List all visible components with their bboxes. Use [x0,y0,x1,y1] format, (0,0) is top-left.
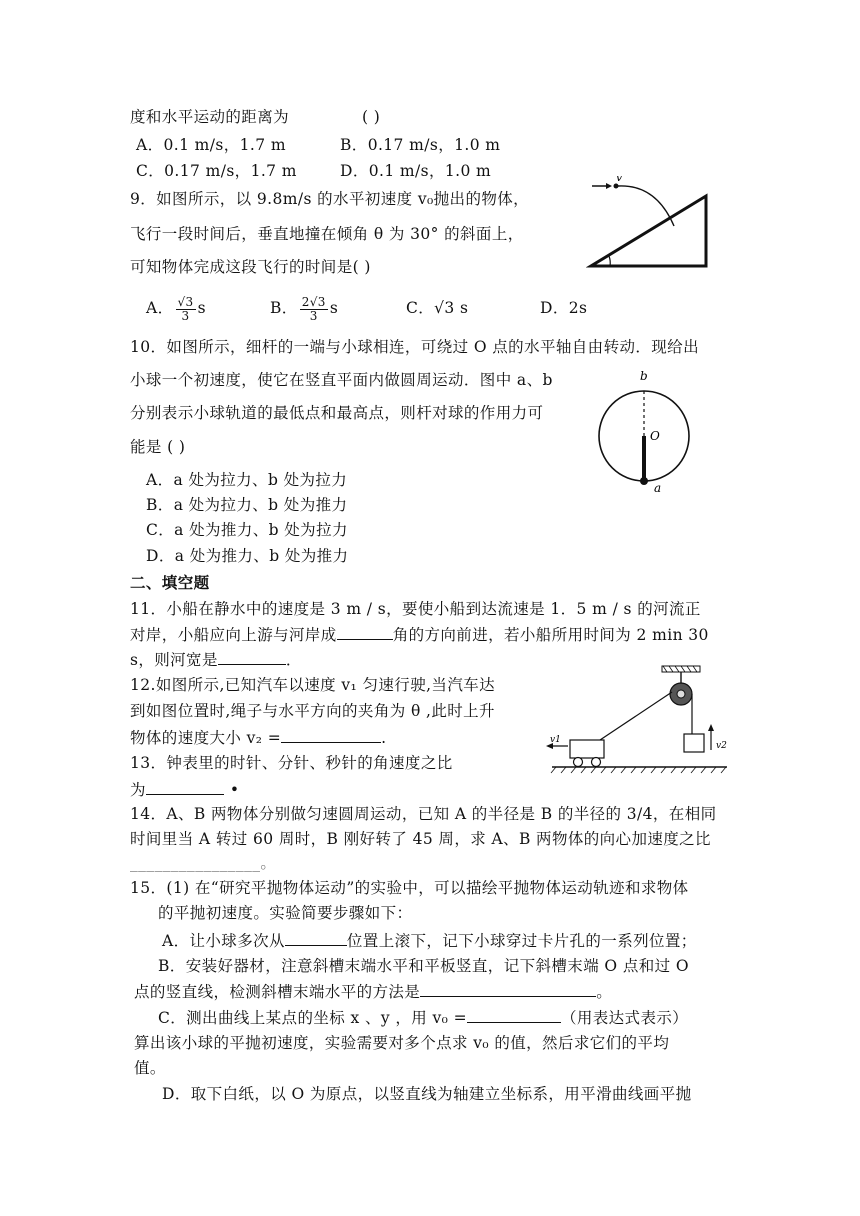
q9-option-b-fraction [300,296,328,323]
q15-step-c-line-2: 算出该小球的平抛初速度，实验需要对多个点求 v₀ 的值，然后求它们的平均 [134,1034,670,1052]
q15-line-1: 15．(1) 在“研究平抛物体运动”的实验中，可以描绘平抛物体运动轨迹和求物体 [130,879,689,897]
v2-arrowhead [708,724,714,731]
q9-option-b-label: B． [270,299,298,317]
q8-option-c: C．0.17 m/s，1.7 m [136,162,297,180]
q15-step-c-line-1-start: C．测出曲线上某点的坐标 x 、y ，用 v₀ = [158,1009,467,1027]
q8-option-a: A．0.1 m/s，1.7 m [136,136,286,154]
q14-line-2: 时间里当 A 转过 60 周时，B 刚好转了 45 周，求 A、B 两物体的向心加速度之比 [130,830,711,848]
q10-line-3: 分别表示小球轨道的最低点和最高点，则杆对球的作用力可 [130,404,544,422]
q15-step-b-line-2-end: 。 [596,983,613,1001]
velocity-label: v [616,176,623,184]
q10-line-1: 10．如图所示，细杆的一端与小球相连，可绕过 O 点的水平轴自由转动．现给出 [130,338,699,356]
car-wheel-rear [574,758,583,767]
q10-option-b: B．a 处为拉力、b 处为推力 [146,496,348,514]
car-body [570,740,604,758]
q13-line-1: 13．钟表里的时针、分针、秒针的角速度之比 [130,754,453,772]
q15-step-a-start: A．让小球多次从 [162,932,285,950]
q9-option-a [146,290,206,326]
q12-line-1: 12.如图所示,已知汽车以速度 v₁ 匀速行驶,当汽车达 [130,676,496,694]
q12-line-3-start: 物体的速度大小 v₂ = [130,729,282,747]
q9-option-b-unit: s [329,299,339,317]
q11-angle-blank[interactable] [337,623,393,640]
q10-line-2: 小球一个初速度，使它在竖直平面内做圆周运动．图中 a、b [130,371,553,389]
q15-v0-expression-blank[interactable] [467,1006,561,1023]
point-o-label: O [650,429,660,443]
q9-option-a-label: A． [146,299,174,317]
q9-line-3: 可知物体完成这段飞行的时间是( ) [130,258,371,276]
q15-step-c-line-1-end: （用表达式表示） [560,1009,689,1027]
q9-option-a-numerator: √3 [177,294,194,309]
q10-option-c: C．a 处为推力、b 处为拉力 [146,521,348,539]
incline-triangle [591,196,706,266]
q8-option-d: D．0.1 m/s，1.0 m [340,162,492,180]
q14-answer-blank[interactable]: ________________。 [130,854,277,872]
q9-option-a-denominator: 3 [181,308,190,323]
q15-line-2: 的平抛初速度。实验简要步骤如下： [158,904,413,922]
q9-option-b-denominator: 3 [309,308,318,323]
velocity-arrowhead [606,183,612,189]
q9-line-2: 飞行一段时间后，垂直地撞在倾角 θ 为 30° 的斜面上， [130,225,524,243]
incline-projectile-figure [586,176,712,270]
point-b-label: b [640,369,648,383]
q12-line-3 [130,726,386,749]
q11-line-1: 11．小船在静水中的速度是 3 m / s，要使小船到达流速是 1．5 m / s 的河流正 [130,600,701,618]
ceiling-mount [662,666,700,672]
q11-line-3-start: s，则河宽是 [130,651,218,669]
q8-option-b: B．0.17 m/s，1.0 m [340,136,501,154]
pulley-axle [677,690,685,698]
q15-step-a [162,929,697,952]
hanging-block [684,734,704,752]
car-pulley-figure [542,664,732,780]
projectile-ball [614,184,619,189]
v2-label: v2 [716,741,727,751]
q15-step-b-line-1: B．安装好器材，注意斜槽末端水平和平板竖直，记下斜槽末端 O 点和过 O [158,957,689,975]
q11-line-3-end: ． [285,651,302,669]
q9-option-a-fraction [176,296,196,323]
car-wheel-front [592,758,601,767]
q11-line-2-end: 角的方向前进，若小船所用时间为 2 min 30 [392,626,709,644]
q9-option-b [270,290,338,326]
q11-line-2-start: 对岸，小船应向上游与河岸成 [130,626,337,644]
q11-line-3 [130,648,302,671]
q10-option-a: A．a 处为拉力、b 处为拉力 [146,471,348,489]
q13-line-2-end: • [229,781,240,799]
ball [640,477,648,485]
q14-line-1: 14．A、B 两物体分别做匀速圆周运动，已知 A 的半径是 B 的半径的 3/4，在相同 [130,805,717,823]
q9-option-a-unit: s [197,299,206,317]
q15-step-d-line-1: D．取下白纸，以 O 为原点，以竖直线为轴建立坐标系，用平滑曲线画平抛 [162,1085,692,1103]
section-heading-fill-in: 二、填空题 [130,573,210,592]
q10-line-4: 能是 ( ) [130,438,186,456]
slanted-rope [600,692,672,740]
q11-width-blank[interactable] [218,648,286,665]
vertical-circle-figure [592,366,694,496]
q15-position-blank[interactable] [285,929,347,946]
q9-option-d: D．2s [540,299,588,317]
q9-option-c: C．√3 s [406,299,469,317]
q13-line-2 [130,778,239,801]
q10-option-d: D．a 处为推力、b 处为推力 [146,547,349,565]
q13-line-2-start: 为 [130,781,146,799]
q8-stem-continuation: 度和水平运动的距离为 [130,108,290,126]
q11-line-2 [130,623,709,646]
q12-line-2: 到如图位置时,绳子与水平方向的夹角为 θ ,此时上升 [130,702,495,720]
q8-answer-paren: ( ) [362,108,381,126]
point-a-label: a [654,481,662,495]
q15-step-c-line-3: 值。 [134,1059,166,1077]
q12-speed-blank[interactable] [281,726,381,743]
q15-step-b-line-2 [134,980,612,1003]
q15-method-blank[interactable] [420,980,596,997]
rod [642,436,646,480]
v1-label: v1 [550,735,561,745]
q9-option-b-numerator: 2√3 [301,294,326,309]
q15-step-b-line-2-start: 点的竖直线，检测斜槽末端水平的方法是 [134,983,421,1001]
q13-ratio-blank[interactable] [146,778,224,795]
q9-line-1: 9．如图所示，以 9.8m/s 的水平初速度 v₀抛出的物体， [130,190,530,208]
q15-step-a-end: 位置上滚下，记下小球穿过卡片孔的一系列位置； [346,932,697,950]
q15-step-c-line-1 [158,1006,688,1029]
q12-line-3-end: . [381,729,387,747]
